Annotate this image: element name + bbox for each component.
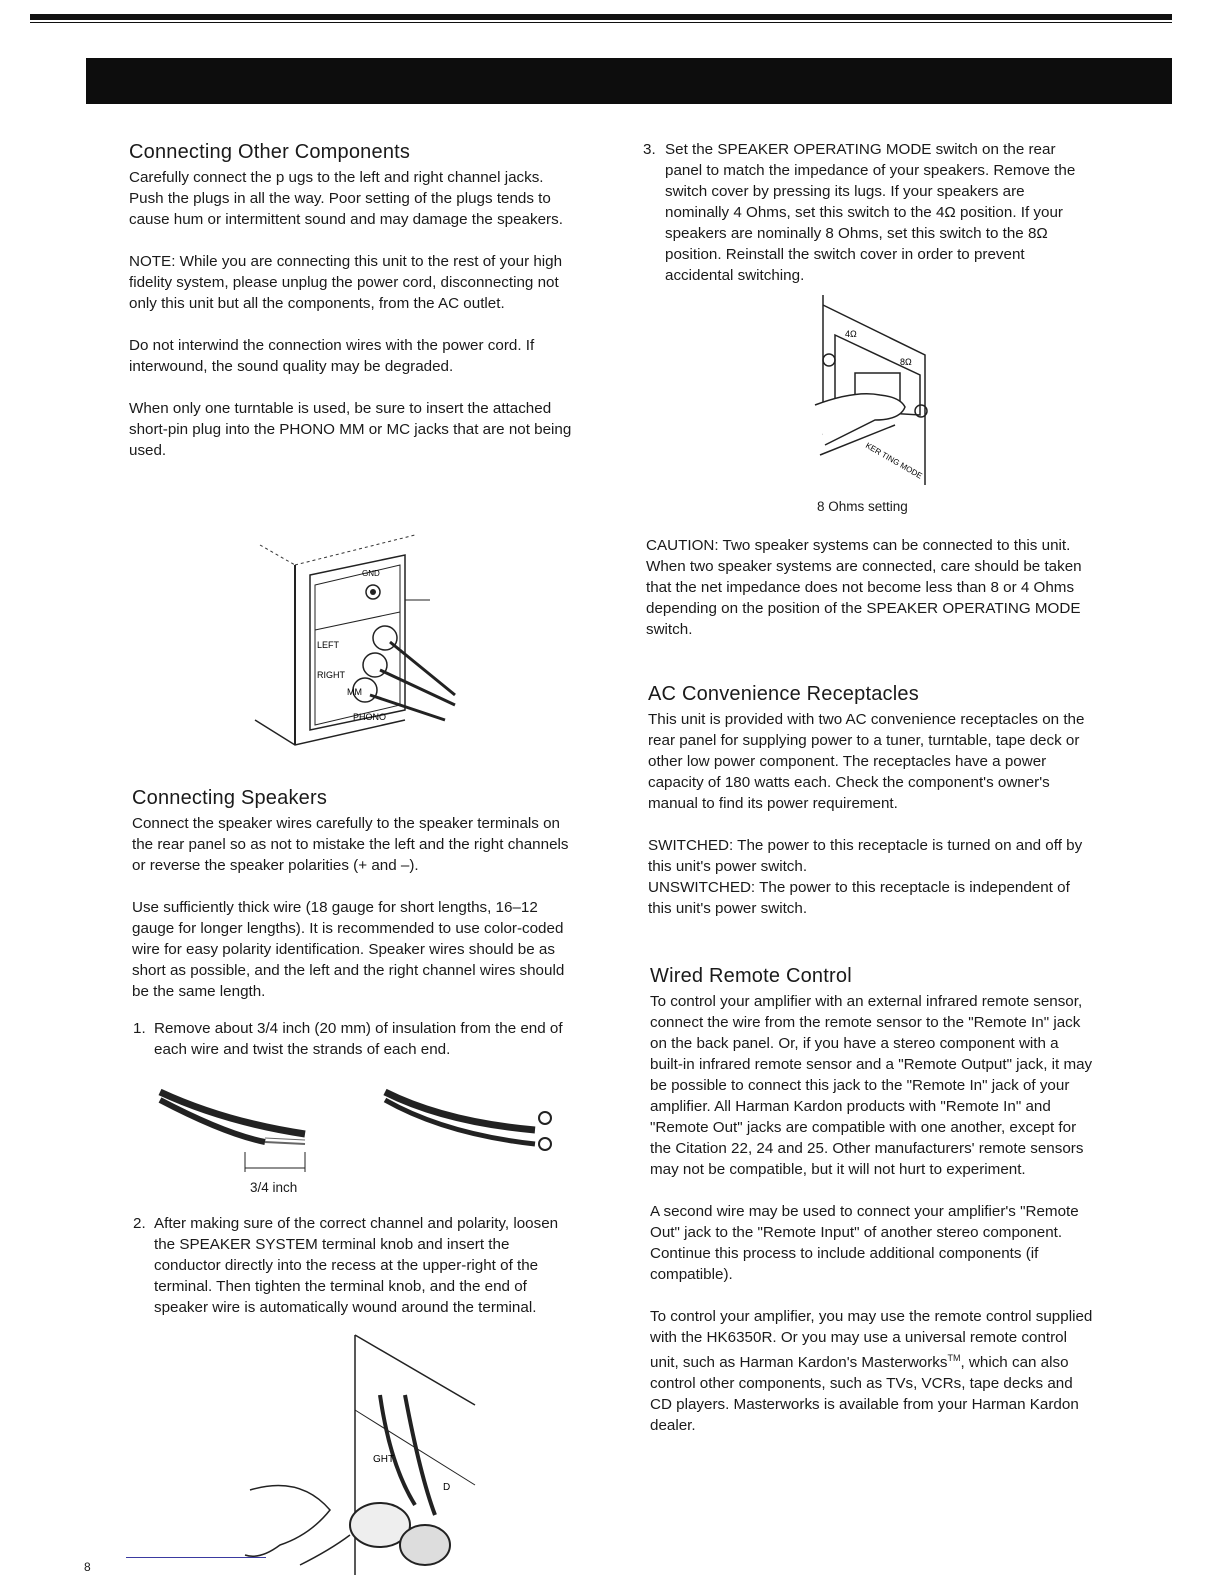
note-paragraph [129, 251, 575, 314]
phono-label: PHONO [353, 712, 387, 722]
unswitched-label: UNSWITCHED: [648, 879, 756, 896]
paragraph [650, 1306, 1093, 1436]
unswitched-paragraph [648, 877, 1091, 919]
heading-wired-remote: Wired Remote Control [650, 965, 852, 987]
page-number: 8 [84, 1560, 91, 1574]
step-text: Set the SPEAKER OPERATING MODE switch on the rear panel to match the impedance of your speakers. Remove the switch cover by pressing its lugs. If your speakers are nominally 4 Ohms, set this switch to the 4Ω position. If your speakers are nominally 8 Ohms, set this switch to the 8Ω position. Reinstall the switch cover in order to prevent accidental switching. [665, 141, 1076, 284]
paragraph: When only one turntable is used, be sure to insert the attached short-pin plug into the PHONO MM or MC jacks that are not being used. [129, 400, 572, 459]
heading-ac-receptacles: AC Convenience Receptacles [648, 683, 919, 705]
paragraph: A second wire may be used to connect your amplifier's "Remote Out" jack to the "Remote Input" of another stereo component. Continue this process to include additional components (if compatible). [650, 1203, 1079, 1283]
wire-caption: 3/4 inch [250, 1180, 298, 1195]
mm-label: MM [347, 687, 362, 697]
paragraph: This unit is provided with two AC convenience receptacles on the rear panel for supplying power to a tuner, turntable, tape deck or other low power component. The receptacles have a power capacity of 180 watts each. Check the component's owner's manual to find its power requirement. [648, 711, 1085, 812]
eight-ohm-label: 8Ω [900, 357, 912, 367]
footer-rule [126, 1557, 266, 1558]
text: To control your amplifier, you may use the remote control supplied with the HK6350R. Or you may use a universal remote control unit, such as Harman Kardon's Masterworks [650, 1308, 1093, 1372]
section-wired-remote [650, 966, 1093, 1436]
paragraph: Carefully connect the p ugs to the left and right channel jacks. Push the plugs in all the way. Poor setting of the plugs tends to cause hum or intermittent sound and may damage the speakers. [129, 169, 563, 228]
terminal-knob-illustration [240, 1335, 490, 1575]
caution-label: CAUTION: [646, 537, 719, 554]
switched-text: The power to this receptacle is turned on and off by this unit's power switch. [648, 837, 1083, 875]
right-label: RIGHT [317, 670, 345, 680]
wire-strip-illustration [155, 1082, 575, 1182]
header-banner [86, 58, 1172, 104]
top-rule-thin [30, 22, 1172, 23]
note-label: NOTE: [129, 253, 176, 270]
step-number: 1. [133, 1020, 146, 1037]
four-ohm-label: 4Ω [845, 329, 857, 339]
section-ac-receptacles [648, 684, 1091, 919]
step-number: 2. [133, 1215, 146, 1232]
caution-text: Two speaker systems can be connected to this unit. When two speaker systems are connected, care should be taken that the net impedance does not become less than 8 or 4 Ohms depending on the position of the SPEAKER OPERATING MODE switch. [646, 537, 1082, 638]
paragraph: Use sufficiently thick wire (18 gauge for short lengths, 16–12 gauge for longer lengths). It is recommended to use color-coded wire for easy polarity identification. Speaker wires should be as short as possible, and the left and the right channel wires should be the same length. [132, 899, 565, 1000]
section-connecting-speakers [132, 788, 578, 1002]
switched-paragraph [648, 835, 1091, 877]
note-text: While you are connecting this unit to the rest of your high fidelity system, please unplug the power cord, disconnecting not only this unit but all the components, from the AC outlet. [129, 253, 563, 312]
phono-jacks-illustration [255, 530, 470, 750]
switched-label: SWITCHED: [648, 837, 734, 854]
paragraph: Connect the speaker wires carefully to the speaker terminals on the rear panel so as not to mistake the left and the right channels or reverse the speaker polarities (+ and –). [132, 815, 569, 874]
text: , which can also control other components, such as TVs, VCRs, tape decks and CD players. Masterworks is available from your Harman Kardon dealer. [650, 1354, 1079, 1435]
terminal-label-1: GHT [373, 1454, 395, 1465]
paragraph: To control your amplifier with an external infrared remote sensor, connect the wire from the remote sensor to the "Remote In" jack on the back panel. Or, if you have a stereo component with a built-in infrared remote sensor and a "Remote Output" jack, it may be possible to connect this jack to the "Remote In" jack of your amplifier. All Harman Kardon products with "Remote In" and "Remote Out" jacks are compatible with one another, except for the Citation 22, 24 and 25. Other manufacturers' remote sensors may not be compatible, but it will not hurt to experiment. [650, 993, 1093, 1178]
step-text: After making sure of the correct channel and polarity, loosen the SPEAKER SYSTEM terminal knob and insert the conductor directly into the recess at the upper-right of the terminal. Then tighten the terminal knob, and the end of speaker wire is automatically wound around the terminal. [154, 1215, 559, 1316]
step-number: 3. [643, 141, 656, 158]
step-2 [133, 1213, 579, 1318]
speaker-mode-switch-illustration [815, 295, 945, 495]
unswitched-text: The power to this receptacle is independent of this unit's power switch. [648, 879, 1070, 917]
trademark: TM [947, 1353, 961, 1363]
switch-caption: 8 Ohms setting [817, 499, 908, 514]
step-3 [643, 139, 1086, 286]
heading-other-components: Connecting Other Components [129, 141, 411, 163]
left-label: LEFT [317, 640, 340, 650]
caution-paragraph [646, 535, 1089, 640]
top-rule [30, 14, 1172, 20]
gnd-label: GND [362, 569, 380, 578]
section-other-components [129, 142, 575, 461]
mode-label: KER TING MODE [864, 440, 924, 481]
heading-connecting-speakers: Connecting Speakers [132, 787, 328, 809]
step-text: Remove about 3/4 inch (20 mm) of insulation from the end of each wire and twist the strands of each end. [154, 1020, 563, 1058]
step-1 [133, 1018, 579, 1060]
terminal-label-2: D [443, 1482, 451, 1493]
paragraph: Do not interwind the connection wires with the power cord. If interwound, the sound quality may be degraded. [129, 337, 535, 375]
